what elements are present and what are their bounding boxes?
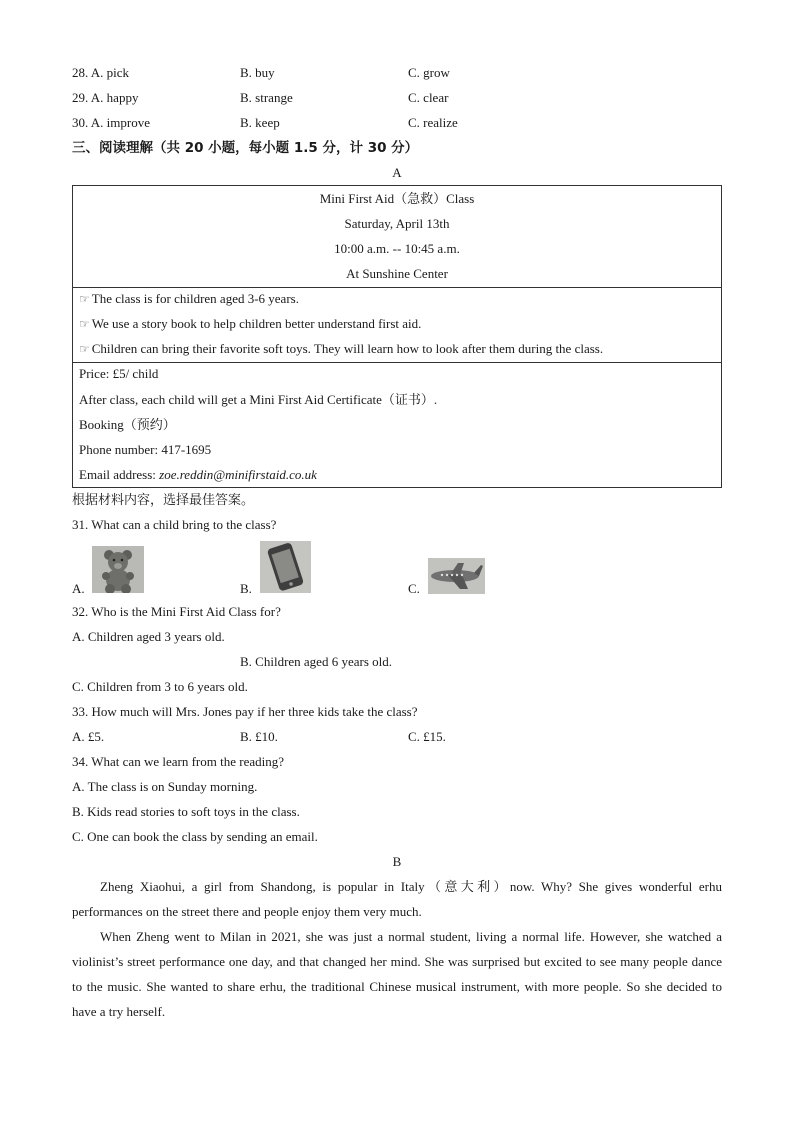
notice-point-3 (79, 340, 603, 358)
notice-time: 10:00 a.m. -- 10:45 a.m. (334, 241, 460, 256)
notice-point-2 (79, 315, 421, 333)
passage-a-label: A (392, 165, 402, 180)
teddy-bear-icon (92, 546, 144, 593)
notice-place: At Sunshine Center (346, 266, 448, 281)
q33-option-c: C. £15. (408, 729, 446, 744)
notice-point-text: Children can bring their favorite soft toys. They will learn how to look after them during the class. (91, 341, 604, 356)
section-heading: 三、阅读理解（共 20 小题，每小题 1.5 分，计 30 分） (72, 140, 419, 156)
q34-stem: 34. What can we learn from the reading? (72, 754, 284, 769)
email-address: zoe.reddin@minifirstaid.co.uk (159, 467, 317, 482)
notice-date: Saturday, April 13th (344, 216, 450, 231)
email-label: Email address: (79, 467, 160, 482)
notice-email (79, 466, 317, 484)
q32-option-c: C. Children from 3 to 6 years old. (72, 679, 248, 694)
notice-phone: Phone number: 417-1695 (79, 442, 212, 457)
q30-option-b: B. keep (240, 115, 280, 130)
q32-option-b: B. Children aged 6 years old. (240, 654, 392, 669)
q28-option-a: 28. A. pick (72, 65, 130, 80)
q34-option-c: C. One can book the class by sending an email. (72, 829, 318, 844)
q30-option-a: 30. A. improve (72, 115, 150, 130)
q29-option-c: C. clear (408, 90, 449, 105)
notice-title: Mini First Aid（急救）Class (319, 191, 475, 206)
q29-option-a: 29. A. happy (72, 90, 139, 105)
q28-option-c: C. grow (408, 65, 450, 80)
pointing-hand-icon: ☞ (79, 292, 90, 306)
q32-stem: 32. Who is the Mini First Aid Class for? (72, 604, 281, 619)
notice-certificate: After class, each child will get a Mini First Aid Certificate（证书）. (79, 392, 438, 407)
pointing-hand-icon: ☞ (79, 317, 90, 331)
notice-price: Price: £5/ child (79, 366, 159, 381)
passage-b-paragraph-1: Zheng Xiaohui, a girl from Shandong, is popular in Italy（意大利）now. Why? She gives wonderful erhu performances on the street there and people enjoy them very much. (72, 879, 722, 919)
q33-stem: 33. How much will Mrs. Jones pay if her three kids take the class? (72, 704, 418, 719)
notice-point-text: The class is for children aged 3-6 years. (91, 291, 299, 306)
passage-b-label: B (392, 854, 402, 869)
q33-option-a: A. £5. (72, 729, 105, 744)
instruction: 根据材料内容，选择最佳答案。 (72, 492, 255, 507)
q31-option-a: A. (72, 581, 85, 596)
notice-divider-1 (73, 287, 721, 288)
q34-option-a: A. The class is on Sunday morning. (72, 779, 258, 794)
toy-airplane-icon (428, 558, 485, 594)
passage-b-paragraph-2: When Zheng went to Milan in 2021, she was just a normal student, living a normal life. However, she watched a violinist’s street performance one day, and that changed her mind. She was surprised but excited to see many people dance to the music. She wanted to share erhu, the traditional Chinese musical instrument, with more people. So she decided to have a try herself. (72, 929, 722, 1019)
pointing-hand-icon: ☞ (79, 342, 90, 356)
notice-booking: Booking（预约） (79, 417, 176, 432)
mobile-phone-icon (260, 541, 311, 593)
notice-divider-2 (73, 362, 721, 363)
q31-option-b: B. (240, 581, 252, 596)
notice-point-text: We use a story book to help children better understand first aid. (91, 316, 422, 331)
q29-option-b: B. strange (240, 90, 293, 105)
q32-option-a: A. Children aged 3 years old. (72, 629, 225, 644)
q33-option-b: B. £10. (240, 729, 278, 744)
q31-stem: 31. What can a child bring to the class? (72, 517, 277, 532)
notice-box (72, 185, 722, 488)
q34-option-b: B. Kids read stories to soft toys in the class. (72, 804, 300, 819)
q30-option-c: C. realize (408, 115, 458, 130)
q31-option-c: C. (408, 581, 420, 596)
q28-option-b: B. buy (240, 65, 275, 80)
notice-point-1 (79, 290, 299, 308)
